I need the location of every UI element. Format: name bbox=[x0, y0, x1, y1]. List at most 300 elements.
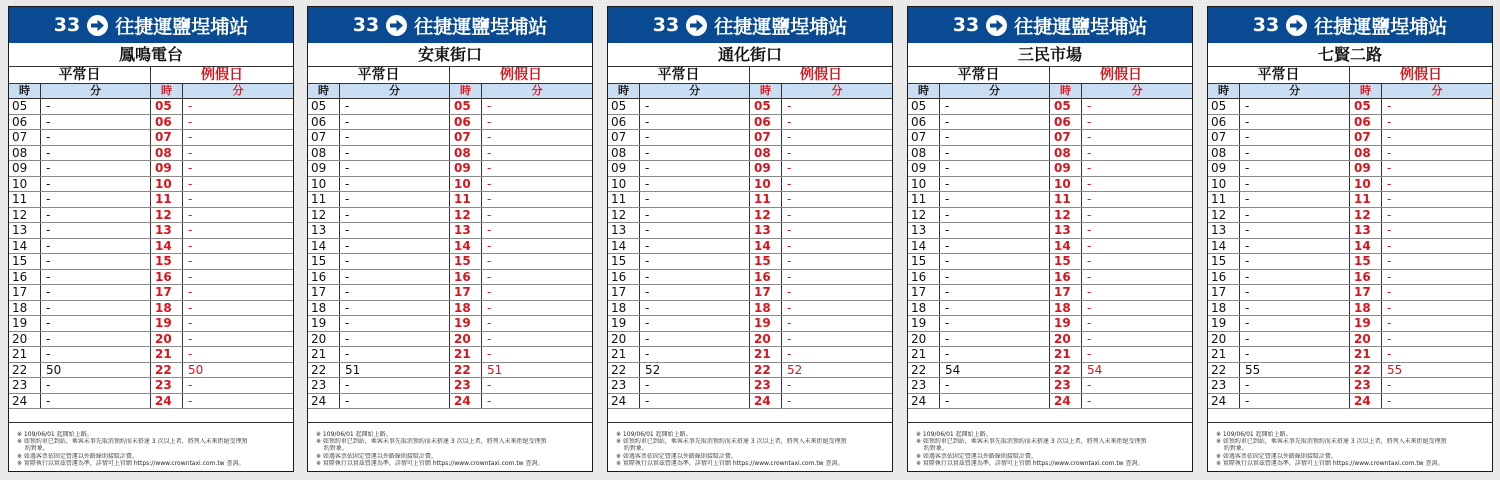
weekday-hour-cell: 19 bbox=[608, 316, 640, 331]
holiday-hour-cell: 16 bbox=[151, 270, 183, 285]
holiday-minute-cell: - bbox=[1387, 192, 1392, 206]
stop-name: 三民市場 bbox=[908, 43, 1192, 67]
holiday-hour-cell: 07 bbox=[750, 130, 782, 145]
holiday-hour-cell: 08 bbox=[1350, 146, 1382, 161]
weekday-minute-cell: - bbox=[1240, 192, 1350, 207]
table-row bbox=[608, 115, 892, 131]
weekday-hour-cell: 17 bbox=[608, 285, 640, 300]
weekday-hour-cell: 08 bbox=[308, 146, 340, 161]
holiday-hour-cell: 18 bbox=[151, 301, 183, 316]
table-row bbox=[1208, 239, 1492, 255]
table-row bbox=[9, 332, 293, 348]
column-header-row bbox=[908, 84, 1192, 99]
table-row bbox=[908, 208, 1192, 224]
holiday-minute-cell: - bbox=[188, 285, 193, 299]
holiday-minute-cell: - bbox=[1087, 300, 1092, 315]
weekday-hour-cell: 20 bbox=[308, 332, 340, 347]
table-row bbox=[1208, 347, 1492, 363]
weekday-hour-cell: 10 bbox=[9, 177, 41, 192]
holiday-hour-cell: 10 bbox=[1050, 177, 1082, 192]
holiday-hour-cell: 22 bbox=[450, 363, 482, 378]
table-row bbox=[308, 130, 592, 146]
holiday-hour-cell: 24 bbox=[151, 394, 183, 409]
holiday-minute-cell: 52 bbox=[787, 362, 803, 377]
weekday-minute-cell: - bbox=[640, 223, 750, 238]
notes-block bbox=[1208, 423, 1492, 467]
holiday-minute-cell: - bbox=[1387, 99, 1392, 113]
weekday-hour-cell: 07 bbox=[308, 130, 340, 145]
table-row bbox=[608, 130, 892, 146]
weekday-hour-cell: 24 bbox=[308, 394, 340, 409]
weekday-hour-cell: 11 bbox=[608, 192, 640, 207]
table-row bbox=[1208, 223, 1492, 239]
weekday-minute-cell: - bbox=[1240, 115, 1350, 130]
weekday-minute-cell: - bbox=[940, 146, 1050, 161]
holiday-hour-cell: 12 bbox=[151, 208, 183, 223]
table-row bbox=[1208, 285, 1492, 301]
holiday-hour-cell: 20 bbox=[1350, 332, 1382, 347]
weekday-minute-cell: - bbox=[940, 130, 1050, 145]
weekday-minute-cell: 51 bbox=[340, 363, 450, 378]
holiday-minute-cell: - bbox=[1387, 393, 1392, 408]
holiday-hour-cell: 11 bbox=[450, 192, 482, 207]
holiday-hour-cell: 14 bbox=[750, 239, 782, 254]
weekday-minute-header: 分 bbox=[640, 84, 750, 98]
weekday-label: 平常日 bbox=[308, 67, 450, 83]
weekday-hour-cell: 23 bbox=[1208, 378, 1240, 393]
weekday-minute-cell: - bbox=[41, 177, 151, 192]
weekday-minute-header: 分 bbox=[41, 84, 151, 98]
table-row bbox=[608, 394, 892, 410]
weekday-minute-cell: - bbox=[340, 316, 450, 331]
weekday-minute-cell: - bbox=[41, 254, 151, 269]
weekday-hour-cell: 20 bbox=[1208, 332, 1240, 347]
holiday-label: 例假日 bbox=[1100, 67, 1142, 83]
weekday-hour-cell: 18 bbox=[608, 301, 640, 316]
weekday-minute-header: 分 bbox=[940, 84, 1050, 98]
stop-name: 鳳鳴電台 bbox=[9, 43, 293, 67]
holiday-minute-cell: - bbox=[1387, 223, 1392, 237]
holiday-hour-cell: 21 bbox=[1350, 347, 1382, 362]
table-row bbox=[9, 378, 293, 394]
weekday-minute-cell: - bbox=[41, 378, 151, 393]
weekday-minute-cell: - bbox=[1240, 208, 1350, 223]
note-line: 約對象。 bbox=[316, 445, 348, 453]
weekday-hour-cell: 10 bbox=[608, 177, 640, 192]
weekday-hour-cell: 19 bbox=[908, 316, 940, 331]
holiday-hour-cell: 07 bbox=[1050, 130, 1082, 145]
note-line: ※ 實際執行以實茲營運為準，詳情可上官網 https://www.crowntaxi.com.tw 查詢。 bbox=[616, 459, 844, 467]
weekday-minute-cell: - bbox=[940, 177, 1050, 192]
note-line: ※ 如遇客票依固定營運以外路線則接駁計費。 bbox=[616, 452, 737, 460]
holiday-minute-header: 分 bbox=[1431, 84, 1443, 97]
holiday-minute-cell: - bbox=[787, 161, 792, 175]
holiday-hour-cell: 22 bbox=[1050, 363, 1082, 378]
holiday-minute-cell: - bbox=[1087, 176, 1092, 191]
weekday-minute-cell: - bbox=[640, 378, 750, 393]
weekday-hour-cell: 22 bbox=[608, 363, 640, 378]
weekday-hour-cell: 17 bbox=[9, 285, 41, 300]
weekday-minute-cell: - bbox=[1240, 146, 1350, 161]
holiday-label: 例假日 bbox=[800, 67, 842, 83]
holiday-minute-cell: - bbox=[787, 285, 792, 299]
weekday-hour-cell: 11 bbox=[1208, 192, 1240, 207]
weekday-hour-cell: 14 bbox=[308, 239, 340, 254]
stop-name: 通化街口 bbox=[608, 43, 892, 67]
holiday-minute-cell: - bbox=[1087, 347, 1092, 361]
column-header-row bbox=[308, 84, 592, 99]
holiday-minute-header: 分 bbox=[1131, 84, 1143, 97]
weekday-hour-cell: 12 bbox=[608, 208, 640, 223]
holiday-hour-header: 時 bbox=[1050, 84, 1082, 98]
holiday-minute-cell: - bbox=[1087, 269, 1092, 284]
table-row bbox=[1208, 378, 1492, 394]
weekday-minute-cell: - bbox=[340, 146, 450, 161]
route-number: 33 bbox=[652, 14, 680, 36]
weekday-hour-cell: 12 bbox=[308, 208, 340, 223]
holiday-minute-cell: - bbox=[188, 99, 193, 113]
note-line: ※ 實際執行以實茲營運為準，詳情可上官網 https://www.crowntaxi.com.tw 查詢。 bbox=[1216, 459, 1444, 467]
notes-block bbox=[608, 423, 892, 467]
notes-block bbox=[908, 423, 1192, 467]
weekday-minute-cell: - bbox=[940, 285, 1050, 300]
holiday-minute-cell: - bbox=[1087, 114, 1092, 129]
weekday-hour-cell: 20 bbox=[908, 332, 940, 347]
table-row bbox=[308, 363, 592, 379]
holiday-hour-cell: 14 bbox=[450, 239, 482, 254]
holiday-minute-cell: - bbox=[787, 347, 792, 361]
weekday-hour-cell: 12 bbox=[9, 208, 41, 223]
weekday-minute-cell: - bbox=[340, 270, 450, 285]
table-row bbox=[308, 99, 592, 115]
timetable-card bbox=[8, 6, 294, 472]
holiday-minute-cell: - bbox=[787, 114, 792, 129]
table-row bbox=[9, 239, 293, 255]
holiday-minute-cell: - bbox=[1387, 161, 1392, 175]
direction-label: 往捷運鹽埕埔站 bbox=[714, 15, 848, 38]
note-line: ※ 109/06/01 起開始上路。 bbox=[916, 431, 992, 438]
table-row bbox=[308, 285, 592, 301]
weekday-hour-cell: 16 bbox=[608, 270, 640, 285]
table-row bbox=[908, 363, 1192, 379]
table-row bbox=[1208, 270, 1492, 286]
holiday-minute-cell: 55 bbox=[1387, 362, 1403, 377]
weekday-minute-cell: - bbox=[41, 332, 151, 347]
table-row bbox=[9, 394, 293, 410]
table-row bbox=[1208, 363, 1492, 379]
holiday-minute-cell: - bbox=[1087, 145, 1092, 160]
holiday-minute-cell: - bbox=[1087, 238, 1092, 253]
table-row bbox=[9, 223, 293, 239]
holiday-hour-header: 時 bbox=[151, 84, 183, 98]
table-row bbox=[608, 99, 892, 115]
weekday-minute-cell: - bbox=[41, 270, 151, 285]
note-line: ※ 如預約車已到站，乘客未事先取消預約而未搭達 3 次以上者，將列入未來拒絕受理預 bbox=[1216, 438, 1447, 446]
holiday-hour-cell: 06 bbox=[1350, 115, 1382, 130]
weekday-minute-cell: - bbox=[640, 146, 750, 161]
weekday-minute-cell: - bbox=[940, 192, 1050, 207]
weekday-hour-cell: 11 bbox=[9, 192, 41, 207]
weekday-minute-cell: - bbox=[1240, 394, 1350, 409]
holiday-minute-cell: - bbox=[787, 331, 792, 346]
weekday-hour-cell: 13 bbox=[908, 223, 940, 238]
holiday-minute-cell: - bbox=[1087, 161, 1092, 175]
weekday-hour-cell: 14 bbox=[1208, 239, 1240, 254]
table-row bbox=[908, 301, 1192, 317]
weekday-hour-cell: 09 bbox=[9, 161, 41, 176]
table-row bbox=[608, 254, 892, 270]
weekday-minute-cell: - bbox=[940, 378, 1050, 393]
table-blank-row bbox=[9, 409, 293, 423]
holiday-hour-cell: 17 bbox=[1350, 285, 1382, 300]
holiday-hour-cell: 21 bbox=[151, 347, 183, 362]
weekday-hour-cell: 08 bbox=[608, 146, 640, 161]
weekday-minute-cell: - bbox=[1240, 161, 1350, 176]
table-row bbox=[608, 270, 892, 286]
table-row bbox=[908, 316, 1192, 332]
weekday-minute-cell: - bbox=[340, 394, 450, 409]
holiday-minute-cell: - bbox=[487, 393, 492, 408]
timetable-card bbox=[607, 6, 893, 472]
weekday-minute-cell: - bbox=[640, 130, 750, 145]
holiday-minute-cell: - bbox=[188, 300, 193, 315]
holiday-minute-cell: - bbox=[1087, 378, 1092, 392]
weekday-minute-header: 分 bbox=[340, 84, 450, 98]
holiday-minute-cell: - bbox=[487, 192, 492, 206]
holiday-minute-cell: - bbox=[787, 99, 792, 113]
weekday-minute-cell: - bbox=[41, 130, 151, 145]
route-number: 33 bbox=[352, 14, 380, 36]
weekday-hour-cell: 14 bbox=[9, 239, 41, 254]
holiday-hour-header: 時 bbox=[1350, 84, 1382, 98]
holiday-minute-cell: - bbox=[787, 393, 792, 408]
holiday-minute-cell: - bbox=[787, 145, 792, 160]
day-type-row bbox=[1208, 67, 1492, 84]
holiday-hour-cell: 06 bbox=[1050, 115, 1082, 130]
weekday-minute-cell: - bbox=[640, 208, 750, 223]
table-row bbox=[908, 115, 1192, 131]
holiday-hour-cell: 08 bbox=[750, 146, 782, 161]
weekday-minute-cell: - bbox=[940, 347, 1050, 362]
table-row bbox=[9, 161, 293, 177]
weekday-minute-cell: - bbox=[1240, 177, 1350, 192]
holiday-hour-cell: 07 bbox=[450, 130, 482, 145]
table-row bbox=[308, 115, 592, 131]
holiday-minute-cell: - bbox=[487, 347, 492, 361]
table-row bbox=[1208, 161, 1492, 177]
weekday-minute-cell: - bbox=[41, 316, 151, 331]
weekday-hour-cell: 16 bbox=[1208, 270, 1240, 285]
stop-name: 安東街口 bbox=[308, 43, 592, 67]
table-row bbox=[1208, 394, 1492, 410]
weekday-minute-cell: - bbox=[1240, 301, 1350, 316]
weekday-hour-cell: 06 bbox=[308, 115, 340, 130]
table-row bbox=[608, 316, 892, 332]
weekday-hour-cell: 23 bbox=[608, 378, 640, 393]
table-row bbox=[908, 130, 1192, 146]
holiday-minute-cell: - bbox=[1387, 238, 1392, 253]
weekday-hour-cell: 22 bbox=[1208, 363, 1240, 378]
holiday-minute-cell: - bbox=[188, 161, 193, 175]
weekday-minute-cell: - bbox=[340, 239, 450, 254]
weekday-hour-cell: 09 bbox=[308, 161, 340, 176]
holiday-hour-cell: 20 bbox=[1050, 332, 1082, 347]
weekday-hour-cell: 22 bbox=[9, 363, 41, 378]
weekday-minute-cell: - bbox=[640, 254, 750, 269]
holiday-minute-cell: - bbox=[1087, 316, 1092, 330]
note-line: ※ 實際執行以實茲營運為準，詳情可上官網 https://www.crowntaxi.com.tw 查詢。 bbox=[916, 459, 1144, 467]
table-blank-row bbox=[1208, 409, 1492, 423]
holiday-minute-cell: - bbox=[188, 238, 193, 253]
weekday-minute-cell: - bbox=[640, 332, 750, 347]
table-row bbox=[908, 347, 1192, 363]
note-line: ※ 109/06/01 起開始上路。 bbox=[1216, 431, 1292, 438]
weekday-minute-cell: - bbox=[340, 115, 450, 130]
table-row bbox=[1208, 115, 1492, 131]
table-row bbox=[908, 192, 1192, 208]
holiday-minute-cell: - bbox=[487, 207, 492, 222]
holiday-hour-cell: 05 bbox=[450, 99, 482, 114]
weekday-minute-cell: - bbox=[41, 347, 151, 362]
holiday-hour-cell: 21 bbox=[750, 347, 782, 362]
timetable-card bbox=[907, 6, 1193, 472]
weekday-minute-cell: - bbox=[640, 115, 750, 130]
table-row bbox=[9, 301, 293, 317]
weekday-hour-cell: 24 bbox=[9, 394, 41, 409]
weekday-hour-cell: 21 bbox=[608, 347, 640, 362]
stop-name: 七賢二路 bbox=[1208, 43, 1492, 67]
table-row bbox=[608, 347, 892, 363]
holiday-minute-cell: - bbox=[487, 114, 492, 129]
weekday-hour-cell: 17 bbox=[308, 285, 340, 300]
column-header-row bbox=[608, 84, 892, 99]
table-row bbox=[908, 239, 1192, 255]
timetable-card bbox=[307, 6, 593, 472]
weekday-hour-cell: 23 bbox=[908, 378, 940, 393]
holiday-minute-cell: - bbox=[188, 254, 193, 268]
holiday-minute-cell: - bbox=[1087, 192, 1092, 206]
holiday-hour-cell: 24 bbox=[750, 394, 782, 409]
route-number: 33 bbox=[53, 14, 81, 36]
holiday-minute-cell: - bbox=[487, 378, 492, 392]
holiday-minute-cell: - bbox=[787, 223, 792, 237]
weekday-hour-cell: 17 bbox=[1208, 285, 1240, 300]
weekday-hour-cell: 13 bbox=[608, 223, 640, 238]
note-line: ※ 如遇客票依固定營運以外路線則接駁計費。 bbox=[1216, 452, 1337, 460]
holiday-hour-cell: 14 bbox=[151, 239, 183, 254]
holiday-minute-cell: - bbox=[1387, 145, 1392, 160]
weekday-hour-cell: 10 bbox=[908, 177, 940, 192]
weekday-minute-cell: - bbox=[1240, 332, 1350, 347]
note-line: ※ 如預約車已到站，乘客未事先取消預約而未搭達 3 次以上者，將列入未來拒絕受理預 bbox=[17, 438, 248, 446]
holiday-hour-cell: 08 bbox=[1050, 146, 1082, 161]
holiday-hour-cell: 08 bbox=[450, 146, 482, 161]
holiday-minute-cell: - bbox=[188, 176, 193, 191]
holiday-minute-cell: - bbox=[188, 269, 193, 284]
holiday-hour-cell: 13 bbox=[450, 223, 482, 238]
holiday-hour-cell: 19 bbox=[151, 316, 183, 331]
holiday-minute-cell: - bbox=[1087, 99, 1092, 113]
weekday-hour-cell: 10 bbox=[1208, 177, 1240, 192]
table-row bbox=[908, 394, 1192, 410]
holiday-hour-cell: 21 bbox=[450, 347, 482, 362]
table-row bbox=[308, 347, 592, 363]
weekday-hour-header: 時 bbox=[308, 84, 340, 98]
holiday-minute-cell: 50 bbox=[188, 362, 204, 377]
holiday-hour-cell: 14 bbox=[1050, 239, 1082, 254]
holiday-minute-cell: - bbox=[487, 316, 492, 330]
holiday-hour-cell: 12 bbox=[1350, 208, 1382, 223]
table-row bbox=[308, 146, 592, 162]
holiday-hour-cell: 12 bbox=[450, 208, 482, 223]
weekday-hour-cell: 21 bbox=[908, 347, 940, 362]
holiday-minute-cell: - bbox=[1387, 130, 1392, 144]
weekday-minute-cell: - bbox=[41, 301, 151, 316]
weekday-minute-cell: - bbox=[41, 223, 151, 238]
note-line: ※ 如預約車已到站，乘客未事先取消預約而未搭達 3 次以上者，將列入未來拒絕受理預 bbox=[616, 438, 847, 446]
weekday-hour-cell: 15 bbox=[308, 254, 340, 269]
weekday-hour-cell: 13 bbox=[9, 223, 41, 238]
route-number: 33 bbox=[952, 14, 980, 36]
holiday-minute-cell: - bbox=[188, 114, 193, 129]
weekday-minute-cell: - bbox=[340, 301, 450, 316]
weekday-hour-cell: 06 bbox=[608, 115, 640, 130]
holiday-minute-cell: - bbox=[1387, 316, 1392, 330]
weekday-hour-header: 時 bbox=[9, 84, 41, 98]
weekday-label: 平常日 bbox=[908, 67, 1050, 83]
table-row bbox=[9, 192, 293, 208]
holiday-minute-cell: - bbox=[1087, 254, 1092, 268]
weekday-minute-cell: - bbox=[940, 115, 1050, 130]
weekday-minute-cell: - bbox=[340, 208, 450, 223]
weekday-hour-cell: 05 bbox=[308, 99, 340, 114]
holiday-minute-cell: - bbox=[787, 207, 792, 222]
notes-block bbox=[308, 423, 592, 467]
table-row bbox=[908, 378, 1192, 394]
arrow-right-circle-icon bbox=[986, 15, 1007, 36]
table-row bbox=[908, 161, 1192, 177]
holiday-hour-cell: 10 bbox=[750, 177, 782, 192]
route-header bbox=[908, 7, 1192, 43]
table-row bbox=[1208, 99, 1492, 115]
holiday-minute-cell: - bbox=[188, 130, 193, 144]
weekday-minute-cell: - bbox=[1240, 378, 1350, 393]
route-header bbox=[1208, 7, 1492, 43]
weekday-hour-cell: 10 bbox=[308, 177, 340, 192]
weekday-hour-cell: 22 bbox=[308, 363, 340, 378]
weekday-hour-cell: 23 bbox=[9, 378, 41, 393]
holiday-hour-cell: 10 bbox=[151, 177, 183, 192]
table-row bbox=[1208, 254, 1492, 270]
holiday-hour-cell: 15 bbox=[750, 254, 782, 269]
holiday-hour-cell: 22 bbox=[151, 363, 183, 378]
note-line: ※ 實際執行以實茲營運為準，詳情可上官網 https://www.crowntaxi.com.tw 查詢。 bbox=[316, 459, 544, 467]
weekday-hour-cell: 18 bbox=[908, 301, 940, 316]
weekday-hour-cell: 09 bbox=[908, 161, 940, 176]
holiday-hour-cell: 19 bbox=[450, 316, 482, 331]
weekday-minute-cell: - bbox=[1240, 347, 1350, 362]
holiday-hour-cell: 11 bbox=[750, 192, 782, 207]
weekday-minute-cell: - bbox=[340, 161, 450, 176]
weekday-minute-cell: - bbox=[1240, 130, 1350, 145]
table-row bbox=[308, 254, 592, 270]
weekday-minute-cell: - bbox=[640, 347, 750, 362]
holiday-minute-cell: - bbox=[487, 99, 492, 113]
holiday-hour-cell: 06 bbox=[450, 115, 482, 130]
weekday-label: 平常日 bbox=[1208, 67, 1350, 83]
weekday-hour-cell: 18 bbox=[9, 301, 41, 316]
holiday-hour-cell: 09 bbox=[750, 161, 782, 176]
